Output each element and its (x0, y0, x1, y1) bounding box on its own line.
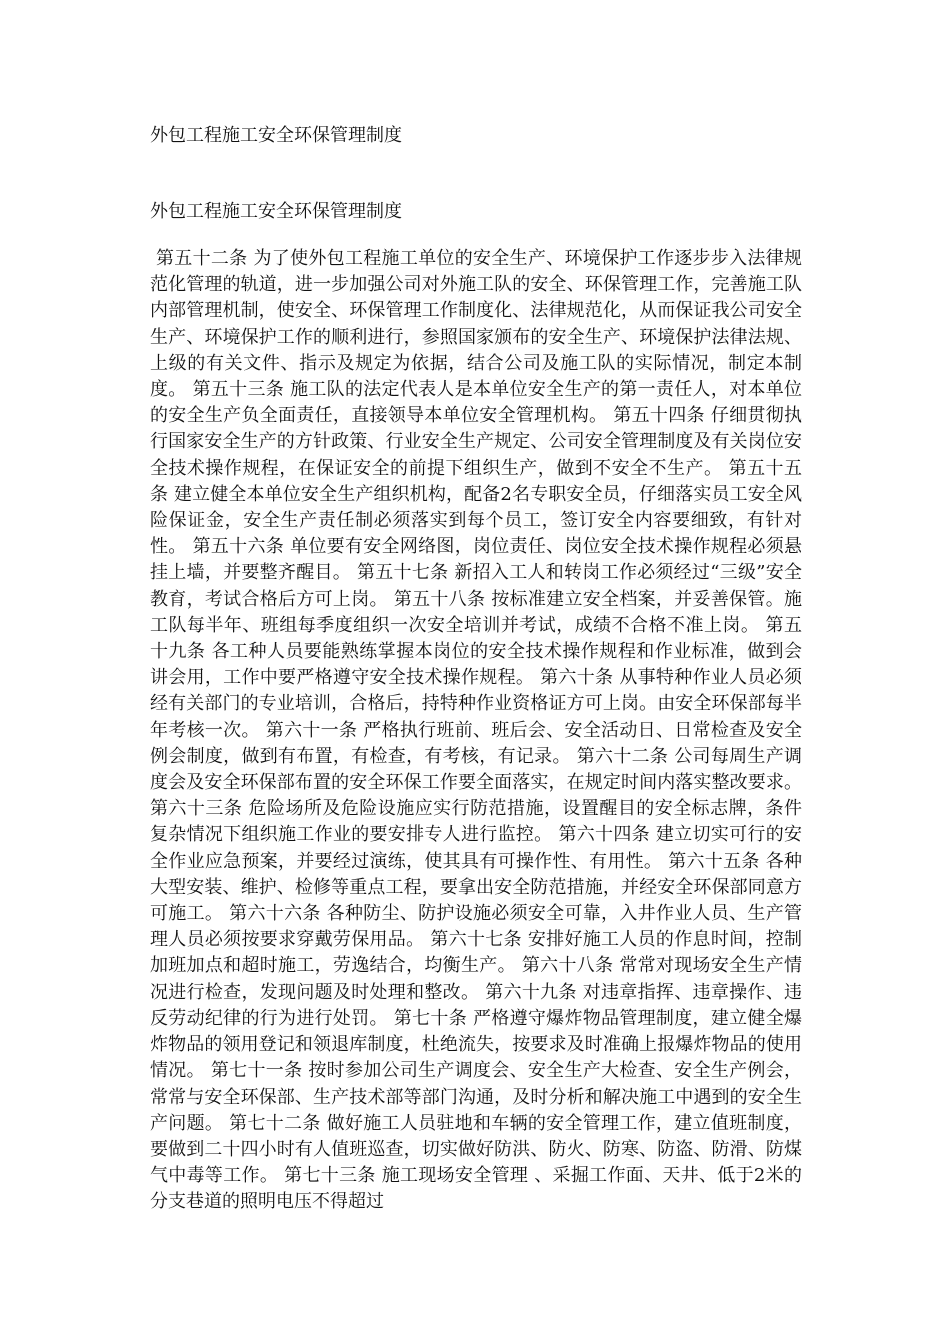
document-title: 外包工程施工安全环保管理制度 (150, 125, 402, 146)
document-body-text: 第五十二条 为了使外包工程施工单位的安全生产、环境保护工作逐步步入法律规范化管理的轨道，进一步加强公司对外施工队的安全、环保管理工作，完善施工队内部管理机制，使安全、环保管理工作制度化、法律规范化，从而保证我公司安全生产、环境保护工作的顺利进行，参照国家颁布的安全生产、环境保护法律法规、上级的有关文件、指示及规定为依据，结合公司及施工队的实际情况，制定本制度。 第五十三条 施工队的法定代表人是本单位安全生产的第一责任人，对本单位的安全生产负全面责任，直接领导本单位安全管理机构。 第五十四条 仔细贯彻执行国家安全生产的方针政策、行业安全生产规定、公司安全管理制度及有关岗位安全技术操作规程，在保证安全的前提下组织生产，做到不安全不生产。 第五十五条 建立健全本单位安全生产组织机构，配备2名专职安全员，仔细落实员工安全风险保证金，安全生产责任制必须落实到每个员工，签订安全内容要细致，有针对性。 第五十六条 单位要有安全网络图，岗位责任、岗位安全技术操作规程必须悬挂上墙，并要整齐醒目。 第五十七条 新招入工人和转岗工作必须经过“三级”安全教育，考试合格后方可上岗。 第五十八条 按标准建立安全档案，并妥善保管。施工队每半年、班组每季度组织一次安全培训并考试，成绩不合格不准上岗。 第五十九条 各工种人员要能熟练掌握本岗位的安全技术操作规程和作业标准，做到会讲会用，工作中要严格遵守安全技术操作规程。 第六十条 从事特种作业人员必须经有关部门的专业培训，合格后，持特种作业资格证方可上岗。由安全环保部每半年考核一次。 第六十一条 严格执行班前、班后会、安全活动日、日常检查及安全例会制度，做到有布置，有检查，有考核，有记录。 第六十二条 公司每周生产调度会及安全环保部布置的安全环保工作要全面落实，在规定时间内落实整改要求。 第六十三条 危险场所及危险设施应实行防范措施，设置醒目的安全标志牌，条件复杂情况下组织施工作业的要安排专人进行监控。 第六十四条 建立切实可行的安全作业应急预案，并要经过演练，使其具有可操作性、有用性。 第六十五条 各种大型安装、维护、检修等重点工程，要拿出安全防范措施，并经安全环保部同意方可施工。 第六十六条 各种防尘、防护设施必须安全可靠，入井作业人员、生产管理人员必须按要求穿戴劳保用品。 第六十七条 安排好施工人员的作息时间，控制加班加点和超时施工，劳逸结合，均衡生产。 第六十八条 常常对现场安全生产情况进行检查，发现问题及时处理和整改。 第六十九条 对违章指挥、违章操作、违反劳动纪律的行为进行处罚。 第七十条 严格遵守爆炸物品管理制度，建立健全爆炸物品的领用登记和领退库制度，杜绝流失，按要求及时准确上报爆炸物品的使用情况。 第七十一条 按时参加公司生产调度会、安全生产大检查、安全生产例会，常常与安全环保部、生产技术部等部门沟通，及时分析和解决施工中遇到的安全生产问题。 第七十二条 做好施工人员驻地和车辆的安全管理工作，建立值班制度，要做到二十四小时有人值班巡查，切实做好防洪、防火、防寒、防盗、防滑、防煤气中毒等工作。 第七十三条 施工现场安全管理 、采掘工作面、天井、低于2米的分支巷道的照明电压不得超过 (150, 248, 802, 1213)
document-heading: 外包工程施工安全环保管理制度 (150, 201, 402, 222)
